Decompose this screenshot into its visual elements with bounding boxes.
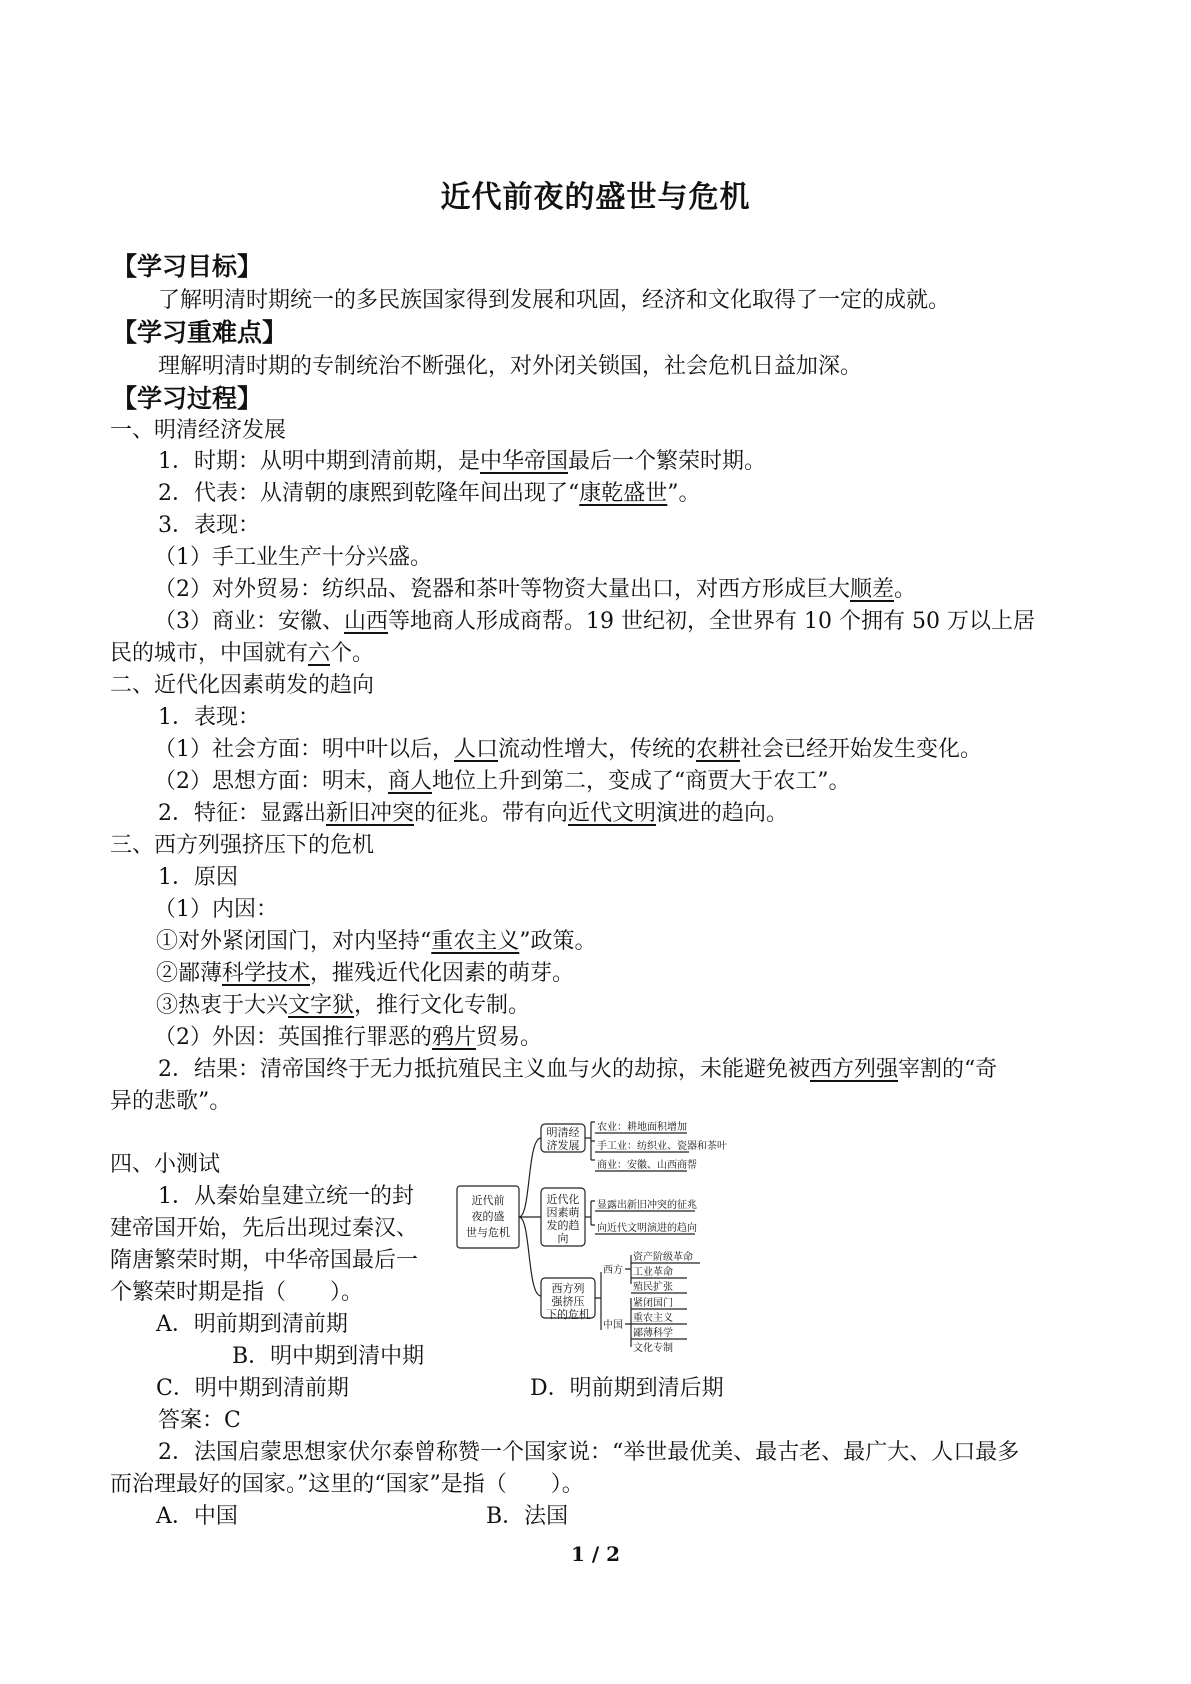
goal-heading: 【学习目标】 — [112, 252, 263, 281]
mindmap-root-line2: 夜的盛 — [471, 1210, 505, 1223]
q1-line4: 个繁荣时期是指（ ）。 — [110, 1280, 364, 1305]
goal-text: 了解明清时期统一的多民族国家得到发展和巩固，经济和文化取得了一定的成就。 — [158, 288, 951, 313]
part1-line1: 1．时期：从明中期到清前期，是中华帝国最后一个繁荣时期。 — [158, 449, 767, 474]
mindmap-branch2-line1: 近代化 — [546, 1193, 580, 1206]
mindmap-china-item4: 文化专制 — [633, 1343, 673, 1352]
q1-option-d: D．明前期到清后期 — [530, 1376, 724, 1401]
part1-line5: （2）对外贸易：纺织品、瓷器和茶叶等物资大量出口，对西方形成巨大顺差。 — [154, 577, 917, 602]
q1-line1: 1．从秦始皇建立统一的封 — [158, 1184, 414, 1209]
part1-line2: 2．代表：从清朝的康熙到乾隆年间出现了“康乾盛世”。 — [158, 481, 701, 506]
mindmap-branch3-line1: 西方列 — [551, 1282, 585, 1295]
mindmap-b2-item1: 显露出新旧冲突的征兆 — [597, 1200, 697, 1211]
mindmap-china-item3: 鄙薄科学 — [633, 1328, 673, 1339]
mindmap-branch1-line2: 济发展 — [546, 1139, 580, 1152]
mindmap-branch2-line4: 向 — [557, 1232, 569, 1245]
part3-line1: 1．原因 — [158, 865, 238, 890]
q1-option-a: A．明前期到清前期 — [156, 1312, 348, 1337]
part1-line3: 3．表现： — [158, 513, 260, 538]
mindmap-branch3-line2: 强挤压 — [551, 1295, 585, 1308]
mind-map-diagram — [455, 1112, 745, 1352]
mindmap-b1-item2: 手工业：纺织业、瓷器和茶叶 — [597, 1141, 727, 1152]
part2-line2: （1）社会方面：明中叶以后，人口流动性增大，传统的农耕社会已经开始发生变化。 — [154, 737, 983, 762]
part1-line7: 民的城市，中国就有六个。 — [110, 641, 375, 666]
mindmap-b1-item1: 农业：耕地面积增加 — [597, 1122, 687, 1133]
page-title: 近代前夜的盛世与危机 — [440, 180, 751, 215]
mindmap-west-item2: 工业革命 — [633, 1267, 673, 1278]
part1-title: 一、明清经济发展 — [110, 418, 287, 443]
part3-line3: ①对外紧闭国门，对内坚持“重农主义”政策。 — [156, 929, 597, 954]
q1-answer: 答案：C — [158, 1408, 241, 1433]
q1-line3: 隋唐繁荣时期，中华帝国最后一 — [110, 1248, 419, 1273]
page-number: 1 / 2 — [570, 1542, 621, 1566]
mindmap-branch2-line2: 因素萌 — [546, 1206, 580, 1219]
part3-line4: ②鄙薄科学技术，摧残近代化因素的萌芽。 — [156, 961, 575, 986]
mindmap-root-line3: 世与危机 — [466, 1226, 510, 1239]
part3-line5: ③热衷于大兴文字狱，推行文化专制。 — [156, 993, 531, 1018]
q2-line1: 2．法国启蒙思想家伏尔泰曾称赞一个国家说：“举世最优美、最古老、最广大、人口最多 — [158, 1440, 1020, 1465]
part3-line6: （2）外因：英国推行罪恶的鸦片贸易。 — [154, 1025, 543, 1050]
mindmap-west-label: 西方 — [603, 1265, 623, 1276]
part2-line1: 1．表现： — [158, 705, 260, 730]
part1-line6: （3）商业：安徽、山西等地商人形成商帮。19 世纪初，全世界有 10 个拥有 50 万以上居 — [154, 609, 1035, 634]
q1-line2: 建帝国开始，先后出现过秦汉、 — [110, 1216, 419, 1241]
part3-title: 三、西方列强挤压下的危机 — [110, 833, 375, 858]
key-heading: 【学习重难点】 — [112, 318, 288, 347]
mindmap-b2-item2: 向近代文明演进的趋向 — [597, 1223, 697, 1234]
part4-title: 四、小测试 — [110, 1152, 221, 1177]
part3-line7: 2．结果：清帝国终于无力抵抗殖民主义血与火的劫掠，未能避免被西方列强宰割的“奇 — [158, 1057, 998, 1082]
mindmap-b1-item3: 商业：安徽、山西商帮 — [597, 1160, 697, 1171]
q1-option-b: B．明中期到清中期 — [232, 1344, 425, 1369]
mindmap-branch3-line3: 下的危机 — [546, 1308, 590, 1321]
mindmap-branch2-line3: 发的趋 — [546, 1219, 580, 1232]
mindmap-china-item1: 紧闭国门 — [633, 1298, 673, 1309]
q2-option-b: B．法国 — [486, 1504, 569, 1529]
q1-option-c: C．明中期到清前期 — [156, 1376, 349, 1401]
q2-option-a: A．中国 — [156, 1504, 238, 1529]
mindmap-root-line1: 近代前 — [471, 1194, 505, 1207]
q2-line2: 而治理最好的国家。”这里的“国家”是指（ ）。 — [110, 1472, 584, 1497]
part3-line8: 异的悲歌”。 — [110, 1089, 232, 1114]
key-text: 理解明清时期的专制统治不断强化，对外闭关锁国，社会危机日益加深。 — [158, 354, 863, 379]
part2-line4: 2．特征：显露出新旧冲突的征兆。带有向近代文明演进的趋向。 — [158, 801, 789, 826]
mindmap-branch1-line1: 明清经 — [546, 1126, 580, 1139]
mindmap-west-item1: 资产阶级革命 — [633, 1252, 693, 1263]
part1-line4: （1）手工业生产十分兴盛。 — [154, 545, 432, 570]
part2-title: 二、近代化因素萌发的趋向 — [110, 673, 375, 698]
mindmap-china-item2: 重农主义 — [633, 1313, 673, 1324]
mindmap-west-item3: 殖民扩张 — [633, 1282, 673, 1293]
part3-line2: （1）内因： — [154, 897, 278, 922]
part2-line3: （2）思想方面：明末，商人地位上升到第二，变成了“商贾大于农工”。 — [154, 769, 851, 794]
mindmap-china-label: 中国 — [603, 1320, 623, 1331]
process-heading: 【学习过程】 — [112, 384, 263, 413]
